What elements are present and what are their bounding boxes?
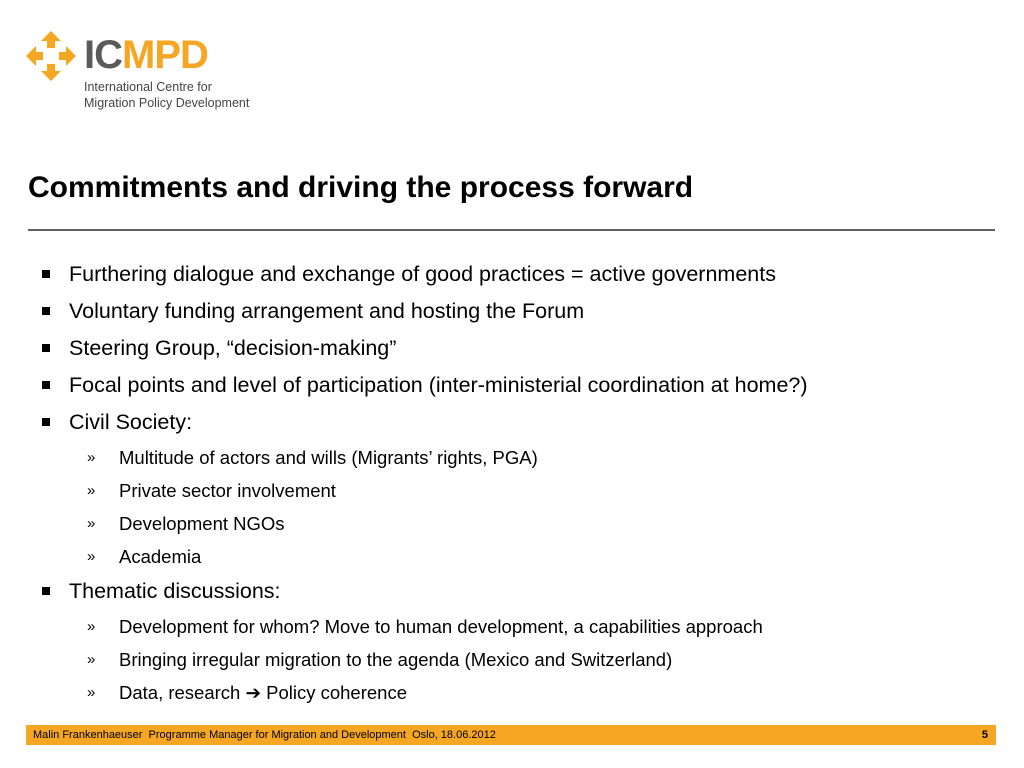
bullet-item: Focal points and level of participation (inter-ministerial coordination at home?) bbox=[40, 367, 1000, 404]
chevron-bullet-icon: » bbox=[87, 482, 96, 499]
sub-bullet-item: » Multitude of actors and wills (Migrants’ rights, PGA) bbox=[40, 441, 1000, 474]
square-bullet-icon bbox=[42, 270, 50, 278]
sub-bullet-item: » Development NGOs bbox=[40, 507, 1000, 540]
footer-bar bbox=[26, 725, 996, 745]
slide-title: Commitments and driving the process forward bbox=[28, 171, 694, 204]
page-number: 5 bbox=[981, 729, 988, 741]
bullet-item: Furthering dialogue and exchange of good practices = active governments bbox=[40, 256, 1000, 293]
logo-wordmark: ICMPD bbox=[84, 33, 208, 77]
sub-bullet-item: » Private sector involvement bbox=[40, 474, 1000, 507]
chevron-bullet-icon: » bbox=[87, 548, 96, 565]
square-bullet-icon bbox=[42, 344, 50, 352]
icmpd-logo bbox=[26, 31, 256, 111]
bullet-item: Civil Society: bbox=[40, 404, 1000, 441]
chevron-bullet-icon: » bbox=[87, 515, 96, 532]
chevron-bullet-icon: » bbox=[87, 618, 96, 635]
arrows-logo-icon bbox=[26, 31, 76, 81]
chevron-bullet-icon: » bbox=[87, 651, 96, 668]
logo-subtitle-line-2: Migration Policy Development bbox=[84, 96, 250, 110]
sub-bullet-item: » Academia bbox=[40, 540, 1000, 573]
logo-subtitle bbox=[84, 79, 249, 111]
square-bullet-icon bbox=[42, 307, 50, 315]
sub-bullet-item: » Bringing irregular migration to the agenda (Mexico and Switzerland) bbox=[40, 643, 1000, 676]
footer-text: Malin Frankenhaeuser Programme Manager for Migration and Development Oslo, 18.06.2012 bbox=[33, 729, 496, 741]
sub-bullet-item: » Data, research ➔ Policy coherence bbox=[40, 676, 1000, 709]
sub-bullet-item: » Development for whom? Move to human development, a capabilities approach bbox=[40, 610, 1000, 643]
square-bullet-icon bbox=[42, 381, 50, 389]
bullet-item: Voluntary funding arrangement and hosting the Forum bbox=[40, 293, 1000, 330]
logo-subtitle-line-1: International Centre for bbox=[84, 80, 212, 94]
square-bullet-icon bbox=[42, 418, 50, 426]
chevron-bullet-icon: » bbox=[87, 684, 96, 701]
chevron-bullet-icon: » bbox=[87, 449, 96, 466]
square-bullet-icon bbox=[42, 587, 50, 595]
bullet-item: Thematic discussions: bbox=[40, 573, 1000, 610]
title-divider bbox=[28, 229, 995, 231]
bullet-item: Steering Group, “decision-making” bbox=[40, 330, 1000, 367]
bullet-list bbox=[40, 256, 1000, 709]
